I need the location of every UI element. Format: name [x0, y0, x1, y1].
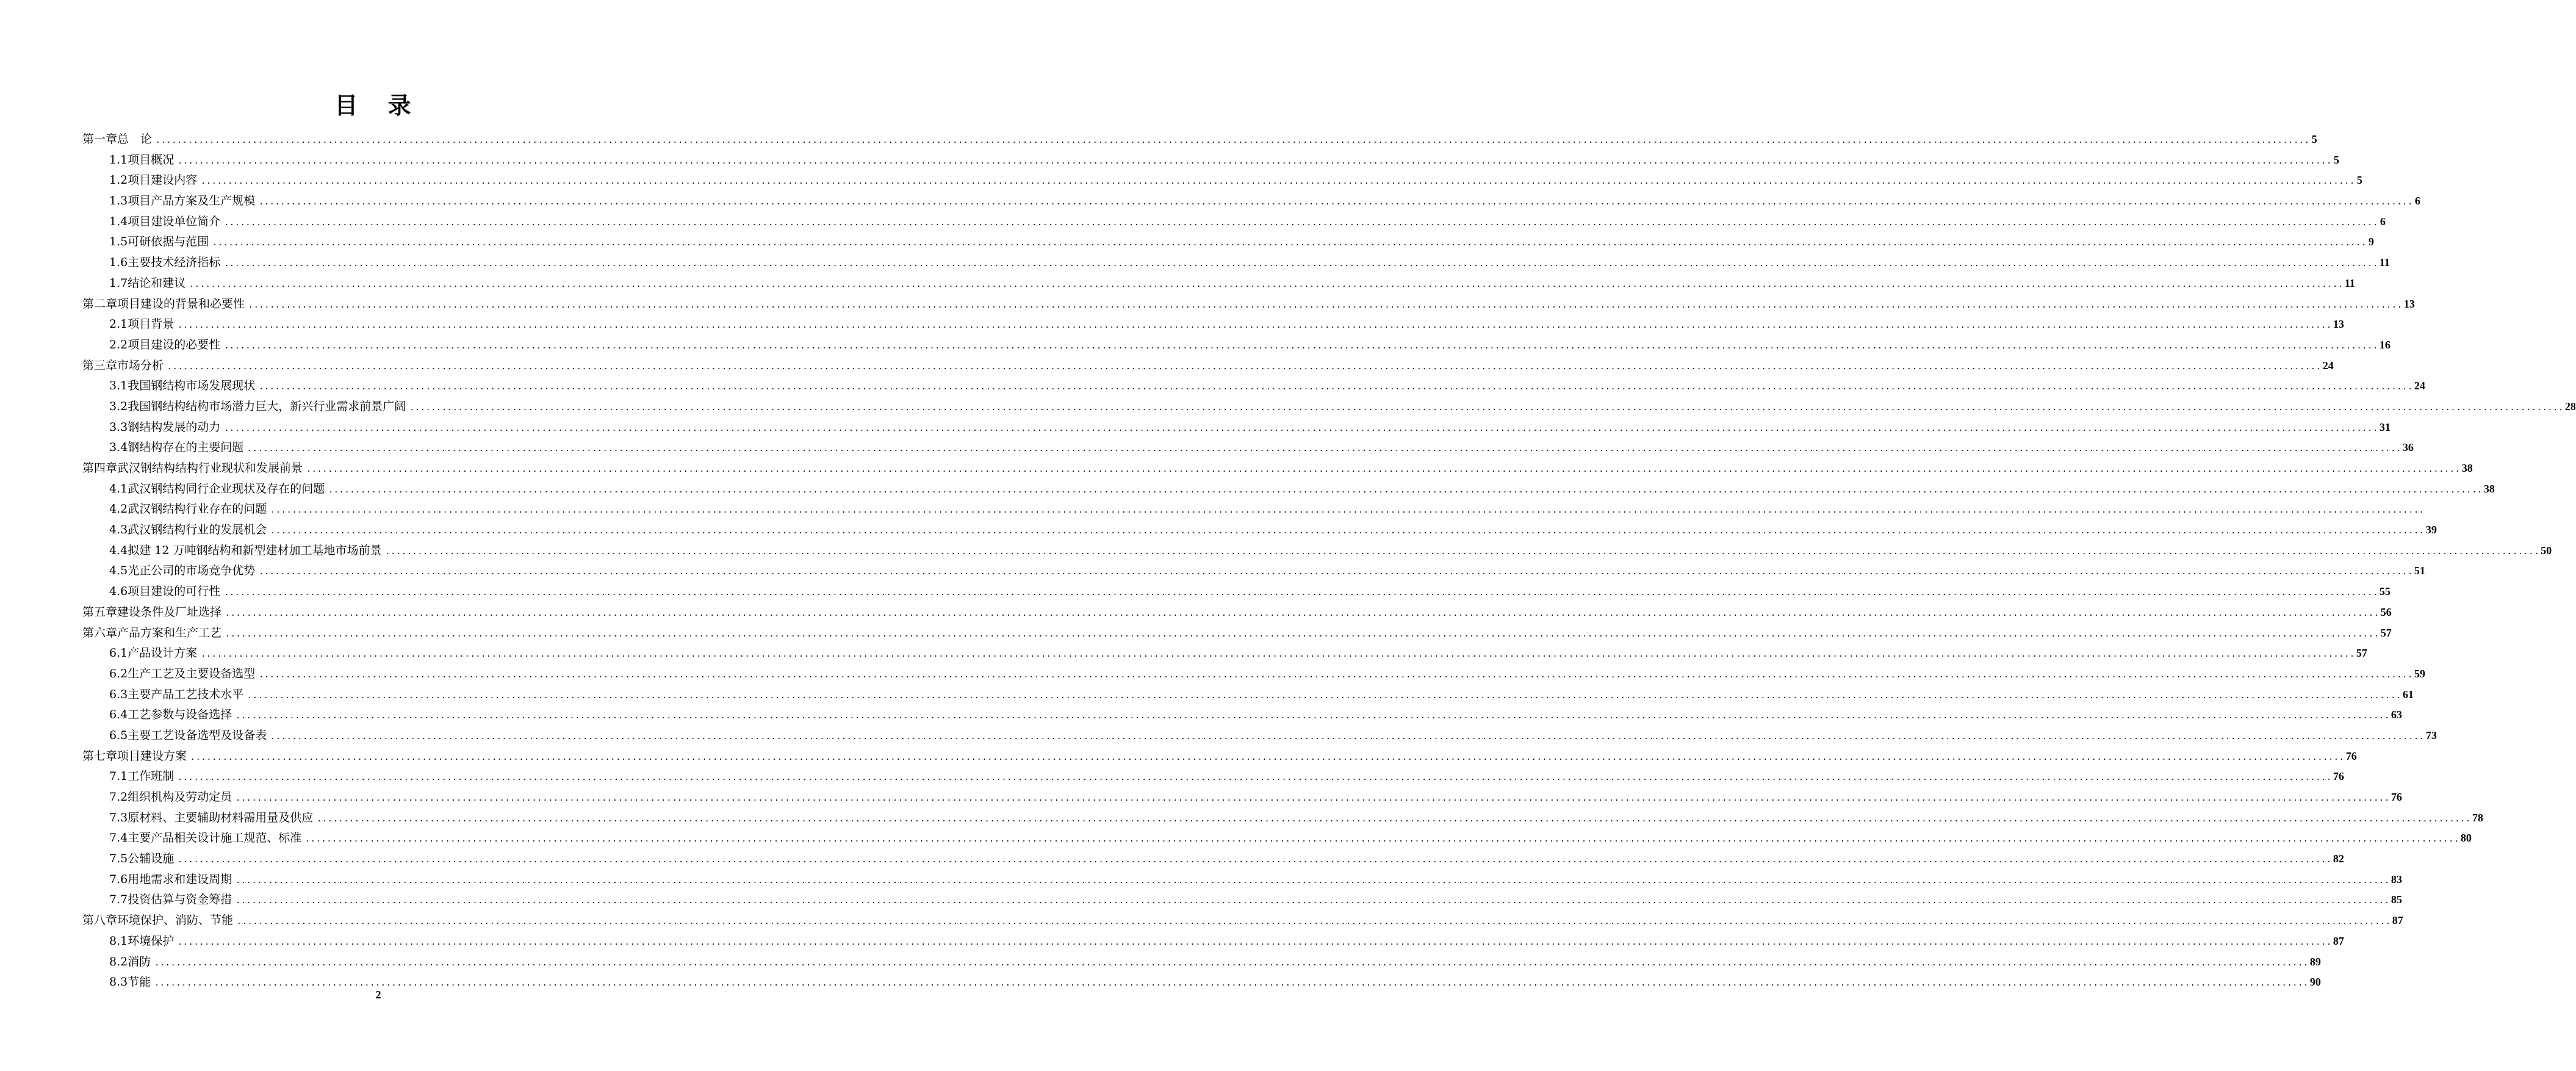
- toc-entry-page: 39: [2425, 524, 2437, 536]
- toc-section-entry[interactable]: [82, 376, 2425, 397]
- toc-entry-number: 第五章: [82, 605, 118, 619]
- dot-leader: ................................................................................................................................................................................................................................................................................................................................................................................................................: [247, 691, 2402, 701]
- toc-section-entry[interactable]: [82, 232, 2374, 253]
- toc-chapter-entry[interactable]: [82, 129, 2317, 150]
- toc-entry-number: 1.5: [109, 235, 128, 249]
- toc-entry-label: 武汉钢结构同行企业现状及存在的问题: [128, 481, 325, 496]
- toc-entry-page: 59: [2414, 667, 2425, 680]
- table-of-contents: [82, 129, 2576, 993]
- toc-entry-label: 组织机构及劳动定员: [128, 790, 232, 804]
- toc-section-entry[interactable]: [82, 726, 2437, 746]
- toc-entry-number: 4.1: [109, 481, 128, 496]
- toc-entry-page: 16: [2379, 338, 2391, 351]
- toc-section-entry[interactable]: [82, 170, 2362, 191]
- dot-leader: ................................................................................................................................................................................................................................................................................................................................................................................................................: [270, 527, 2425, 536]
- toc-entry-page: 31: [2379, 420, 2391, 433]
- toc-section-entry[interactable]: [82, 150, 2339, 171]
- toc-entry-label: 项目建设单位简介: [128, 214, 221, 228]
- toc-section-entry[interactable]: [82, 890, 2402, 911]
- dot-leader: ................................................................................................................................................................................................................................................................................................................................................................................................................: [201, 177, 2355, 187]
- toc-chapter-entry[interactable]: [82, 294, 2415, 315]
- toc-entry-page: 38: [2461, 462, 2473, 474]
- toc-section-entry[interactable]: [82, 438, 2414, 458]
- dot-leader: ................................................................................................................................................................................................................................................................................................................................................................................................................: [259, 383, 2413, 392]
- dot-leader: ................................................................................................................................................................................................................................................................................................................................................................................................................: [178, 156, 2332, 166]
- dot-leader: ................................................................................................................................................................................................................................................................................................................................................................................................................: [385, 547, 2540, 557]
- dot-leader: ................................................................................................................................................................................................................................................................................................................................................................................................................: [259, 670, 2413, 680]
- toc-entry-label: 环境保护、消防、节能: [117, 914, 234, 928]
- toc-entry-page: 36: [2402, 441, 2414, 454]
- dot-leader: ................................................................................................................................................................................................................................................................................................................................................................................................................: [224, 588, 2378, 598]
- toc-chapter-entry[interactable]: [82, 746, 2357, 767]
- toc-entry-page: 50: [2541, 544, 2552, 557]
- dot-leader: ................................................................................................................................................................................................................................................................................................................................................................................................................: [201, 650, 2355, 660]
- toc-entry-number: 第二章: [82, 297, 118, 311]
- toc-entry-page: 76: [2391, 791, 2402, 803]
- toc-section-entry[interactable]: [82, 479, 2495, 500]
- dot-leader: ................................................................................................................................................................................................................................................................................................................................................................................................................: [167, 362, 2322, 372]
- toc-entry-number: 6.1: [109, 646, 128, 660]
- toc-entry-label: 消防: [128, 954, 151, 968]
- toc-entry-page: 51: [2414, 564, 2425, 577]
- toc-section-entry[interactable]: [82, 849, 2344, 870]
- dot-leader: ................................................................................................................................................................................................................................................................................................................................................................................................................: [248, 300, 2403, 310]
- page-number: 2: [375, 989, 381, 1001]
- toc-entry-label: 拟建 12 万吨钢结构和新型建材加工基地市场前景: [128, 543, 382, 557]
- toc-entry-number: 2.1: [109, 317, 128, 331]
- toc-entry-label: 建设条件及厂址选择: [117, 605, 222, 619]
- toc-entry-number: 1.2: [109, 173, 128, 187]
- toc-entry-label: 武汉钢结构结构行业现状和发展前景: [117, 461, 303, 475]
- dot-leader: ................................................................................................................................................................................................................................................................................................................................................................................................................: [154, 979, 2309, 989]
- toc-section-entry[interactable]: [82, 766, 2344, 787]
- toc-entry-number: 4.2: [109, 502, 128, 516]
- toc-entry-page: 24: [2322, 359, 2334, 372]
- toc-entry-label: 我国钢结构结构市场潜力巨大，新兴行业需求前景广阔: [128, 399, 406, 413]
- toc-chapter-entry[interactable]: [82, 458, 2473, 479]
- toc-section-entry[interactable]: [82, 314, 2344, 335]
- toc-entry-number: 7.6: [109, 872, 128, 886]
- toc-entry-number: 8.3: [109, 975, 128, 989]
- toc-entry-label: 武汉钢结构行业存在的问题: [128, 502, 267, 516]
- toc-entry-label: 环境保护: [128, 934, 174, 948]
- toc-entry-page: 89: [2309, 955, 2321, 968]
- dot-leader: ................................................................................................................................................................................................................................................................................................................................................................................................................: [224, 218, 2378, 228]
- toc-chapter-entry[interactable]: [82, 356, 2334, 377]
- toc-entry-number: 4.6: [109, 585, 128, 599]
- dot-leader: ................................................................................................................................................................................................................................................................................................................................................................................................................: [328, 485, 2483, 495]
- dot-leader: ................................................................................................................................................................................................................................................................................................................................................................................................................: [224, 424, 2378, 433]
- toc-entry-label: 主要工艺设备选型及设备表: [128, 728, 267, 742]
- toc-section-entry[interactable]: [82, 541, 2552, 561]
- toc-entry-label: 主要产品相关设计施工规范、标准: [128, 831, 302, 845]
- toc-section-entry[interactable]: [82, 273, 2355, 294]
- toc-entry-number: 3.1: [109, 379, 128, 393]
- toc-entry-number: 1.7: [109, 276, 128, 290]
- toc-entry-number: 1.3: [109, 194, 128, 208]
- toc-entry-page: 6: [2380, 215, 2386, 228]
- toc-section-entry[interactable]: [82, 397, 2576, 417]
- toc-entry-number: 7.3: [109, 810, 128, 824]
- toc-entry-page: 76: [2333, 770, 2344, 783]
- dot-leader: ................................................................................................................................................................................................................................................................................................................................................................................................................: [236, 876, 2390, 885]
- toc-section-entry[interactable]: [82, 931, 2344, 952]
- toc-section-entry[interactable]: [82, 808, 2483, 829]
- toc-entry-number: 6.4: [109, 708, 128, 722]
- toc-section-entry[interactable]: [82, 828, 2472, 849]
- toc-entry-page: 13: [2333, 318, 2344, 331]
- toc-entry-page: 24: [2414, 380, 2425, 392]
- dot-leader: ................................................................................................................................................................................................................................................................................................................................................................................................................: [178, 321, 2332, 331]
- toc-entry-label: 生产工艺及主要设备选型: [128, 666, 256, 680]
- toc-chapter-entry[interactable]: [82, 602, 2392, 623]
- toc-entry-page: 83: [2391, 873, 2402, 885]
- toc-entry-page: 90: [2309, 976, 2321, 989]
- dot-leader: ................................................................................................................................................................................................................................................................................................................................................................................................................: [178, 937, 2332, 947]
- toc-entry-number: 3.4: [109, 441, 128, 455]
- toc-entry-label: 主要产品工艺技术水平: [128, 687, 244, 701]
- toc-section-entry[interactable]: [82, 664, 2425, 685]
- dot-leader: ................................................................................................................................................................................................................................................................................................................................................................................................................: [270, 732, 2425, 741]
- toc-entry-label: 产品设计方案: [128, 646, 198, 660]
- toc-entry-label: 公辅设施: [128, 852, 174, 866]
- dot-leader: ................................................................................................................................................................................................................................................................................................................................................................................................................: [154, 958, 2309, 968]
- toc-entry-page: 28: [2564, 400, 2576, 413]
- toc-entry-label: 项目建设的可行性: [128, 585, 221, 599]
- toc-section-entry[interactable]: [82, 520, 2437, 541]
- toc-entry-page: 55: [2379, 585, 2391, 598]
- toc-entry-number: 3.3: [109, 420, 128, 434]
- dot-leader: ................................................................................................................................................................................................................................................................................................................................................................................................................: [236, 794, 2390, 803]
- toc-entry-page: 61: [2402, 688, 2414, 701]
- toc-entry-label: 产品方案和生产工艺: [117, 626, 222, 640]
- toc-entry-label: 项目产品方案及生产规模: [128, 194, 256, 208]
- dot-leader: ................................................................................................................................................................................................................................................................................................................................................................................................................: [259, 568, 2413, 577]
- dot-leader: ................................................................................................................................................................................................................................................................................................................................................................................................................: [236, 896, 2390, 906]
- toc-entry-number: 7.4: [109, 831, 128, 845]
- toc-entry-number: 8.1: [109, 934, 128, 948]
- toc-entry-number: 6.2: [109, 666, 128, 680]
- toc-entry-page: 9: [2368, 236, 2374, 248]
- toc-entry-label: 项目建设的背景和必要性: [117, 297, 245, 311]
- toc-entry-page: 78: [2472, 811, 2483, 824]
- toc-entry-number: 4.3: [109, 523, 128, 537]
- toc-entry-page: 11: [2344, 276, 2355, 289]
- toc-entry-label: 结论和建议: [128, 276, 186, 290]
- toc-entry-page: 87: [2333, 934, 2344, 947]
- dot-leader: ................................................................................................................................................................................................................................................................................................................................................................................................................: [178, 773, 2332, 783]
- toc-entry-label: 主要技术经济指标: [128, 256, 221, 270]
- toc-section-entry[interactable]: [82, 212, 2386, 233]
- toc-entry-page: 80: [2460, 832, 2472, 845]
- dot-leader: ................................................................................................................................................................................................................................................................................................................................................................................................................: [224, 341, 2378, 351]
- dot-leader: ................................................................................................................................................................................................................................................................................................................................................................................................................: [247, 444, 2402, 454]
- dot-leader: ................................................................................................................................................................................................................................................................................................................................................................................................................: [178, 856, 2332, 865]
- toc-entry-number: 1.6: [109, 256, 128, 270]
- toc-title: 目 录: [334, 92, 422, 119]
- toc-entry-number: 1.4: [109, 214, 128, 228]
- toc-entry-page: 56: [2380, 605, 2392, 618]
- toc-entry-page: 5: [2333, 153, 2339, 166]
- toc-entry-number: 6.3: [109, 687, 128, 701]
- toc-entry-label: 总 论: [117, 132, 153, 146]
- toc-entry-page: 76: [2345, 749, 2357, 762]
- toc-entry-number: 第七章: [82, 749, 118, 763]
- toc-section-entry[interactable]: [82, 253, 2390, 273]
- toc-entry-number: 第一章: [82, 132, 118, 146]
- toc-section-entry[interactable]: [82, 582, 2391, 602]
- toc-entry-number: 3.2: [109, 399, 128, 413]
- toc-entry-label: 项目概况: [128, 153, 174, 167]
- toc-entry-page: 11: [2379, 256, 2390, 269]
- toc-entry-label: 节能: [128, 975, 151, 989]
- toc-entry-label: 我国钢结构市场发展现状: [128, 379, 256, 393]
- toc-section-entry[interactable]: [82, 870, 2402, 890]
- toc-entry-label: 项目建设方案: [117, 749, 187, 763]
- toc-entry-page: 57: [2356, 647, 2367, 660]
- toc-entry-label: 项目背景: [128, 317, 174, 331]
- dot-leader: ................................................................................................................................................................................................................................................................................................................................................................................................................: [224, 259, 2378, 269]
- toc-entry-number: 第三章: [82, 358, 118, 372]
- toc-entry-label: 项目建设内容: [128, 173, 198, 187]
- toc-entry-label: 光正公司的市场竞争优势: [128, 564, 256, 578]
- toc-entry-number: 1.1: [109, 153, 128, 167]
- toc-entry-label: 项目建设的必要性: [128, 337, 221, 352]
- toc-entry-page: 82: [2333, 853, 2344, 865]
- toc-entry-label: 可研依据与范围: [128, 235, 209, 249]
- toc-entry-label: 武汉钢结构行业的发展机会: [128, 523, 267, 537]
- toc-entry-page: 73: [2425, 729, 2437, 741]
- dot-leader: ................................................................................................................................................................................................................................................................................................................................................................................................................: [270, 506, 2425, 516]
- toc-entry-page: 5: [2356, 174, 2362, 187]
- toc-section-entry[interactable]: [82, 643, 2367, 664]
- toc-entry-page: 13: [2403, 297, 2415, 310]
- toc-entry-number: 2.2: [109, 337, 128, 352]
- toc-entry-page: 87: [2392, 914, 2403, 927]
- toc-entry-label: 钢结构存在的主要问题: [128, 441, 244, 455]
- dot-leader: ................................................................................................................................................................................................................................................................................................................................................................................................................: [189, 279, 2344, 289]
- toc-section-entry[interactable]: [82, 787, 2402, 808]
- toc-entry-number: 第六章: [82, 626, 118, 640]
- toc-entry-page: 63: [2391, 709, 2402, 721]
- toc-section-entry[interactable]: [82, 685, 2414, 705]
- toc-section-entry[interactable]: [82, 335, 2391, 356]
- toc-entry-label: 用地需求和建设周期: [128, 872, 232, 886]
- toc-entry-label: 市场分析: [117, 358, 164, 372]
- dot-leader: ................................................................................................................................................................................................................................................................................................................................................................................................................: [225, 608, 2380, 618]
- dot-leader: ................................................................................................................................................................................................................................................................................................................................................................................................................: [237, 917, 2391, 927]
- toc-section-entry[interactable]: [82, 705, 2402, 726]
- dot-leader: ................................................................................................................................................................................................................................................................................................................................................................................................................: [305, 835, 2459, 845]
- toc-section-entry[interactable]: [82, 561, 2425, 582]
- dot-leader: ................................................................................................................................................................................................................................................................................................................................................................................................................: [190, 752, 2345, 762]
- dot-leader: ................................................................................................................................................................................................................................................................................................................................................................................................................: [236, 712, 2390, 721]
- toc-section-entry[interactable]: [82, 952, 2321, 973]
- dot-leader: ................................................................................................................................................................................................................................................................................................................................................................................................................: [259, 198, 2413, 207]
- toc-entry-number: 7.7: [109, 893, 128, 907]
- toc-entry-number: 7.1: [109, 770, 128, 784]
- toc-section-entry[interactable]: [82, 417, 2391, 438]
- toc-entry-label: 工作班制: [128, 770, 174, 784]
- toc-entry-number: 7.2: [109, 790, 128, 804]
- toc-entry-number: 4.5: [109, 564, 128, 578]
- toc-entry-label: 工艺参数与设备选择: [128, 708, 232, 722]
- toc-entry-page: 5: [2311, 133, 2317, 145]
- dot-leader: ................................................................................................................................................................................................................................................................................................................................................................................................................: [409, 403, 2564, 413]
- toc-chapter-entry[interactable]: [82, 623, 2392, 644]
- toc-entry-page: 57: [2380, 626, 2392, 639]
- dot-leader: ................................................................................................................................................................................................................................................................................................................................................................................................................: [225, 629, 2380, 639]
- dot-leader: ................................................................................................................................................................................................................................................................................................................................................................................................................: [156, 136, 2310, 145]
- toc-entry-number: 4.4: [109, 543, 128, 557]
- toc-entry-number: 7.5: [109, 852, 128, 866]
- dot-leader: ................................................................................................................................................................................................................................................................................................................................................................................................................: [317, 814, 2471, 824]
- toc-entry-page: 6: [2414, 195, 2420, 207]
- toc-entry-label: 原材料、主要辅助材料需用量及供应: [128, 810, 314, 824]
- toc-section-entry[interactable]: [82, 499, 2425, 520]
- toc-entry-label: 投资估算与资金筹措: [128, 893, 232, 907]
- toc-entry-page: 85: [2391, 893, 2402, 906]
- toc-entry-page: 38: [2483, 482, 2495, 495]
- dot-leader: ................................................................................................................................................................................................................................................................................................................................................................................................................: [212, 239, 2367, 248]
- toc-entry-number: 6.5: [109, 728, 128, 742]
- toc-section-entry[interactable]: [82, 191, 2420, 212]
- toc-entry-number: 第八章: [82, 914, 118, 928]
- toc-entry-number: 第四章: [82, 461, 118, 475]
- toc-entry-label: 钢结构发展的动力: [128, 420, 221, 434]
- dot-leader: ................................................................................................................................................................................................................................................................................................................................................................................................................: [306, 465, 2461, 474]
- toc-chapter-entry[interactable]: [82, 911, 2403, 931]
- toc-entry-number: 8.2: [109, 954, 128, 968]
